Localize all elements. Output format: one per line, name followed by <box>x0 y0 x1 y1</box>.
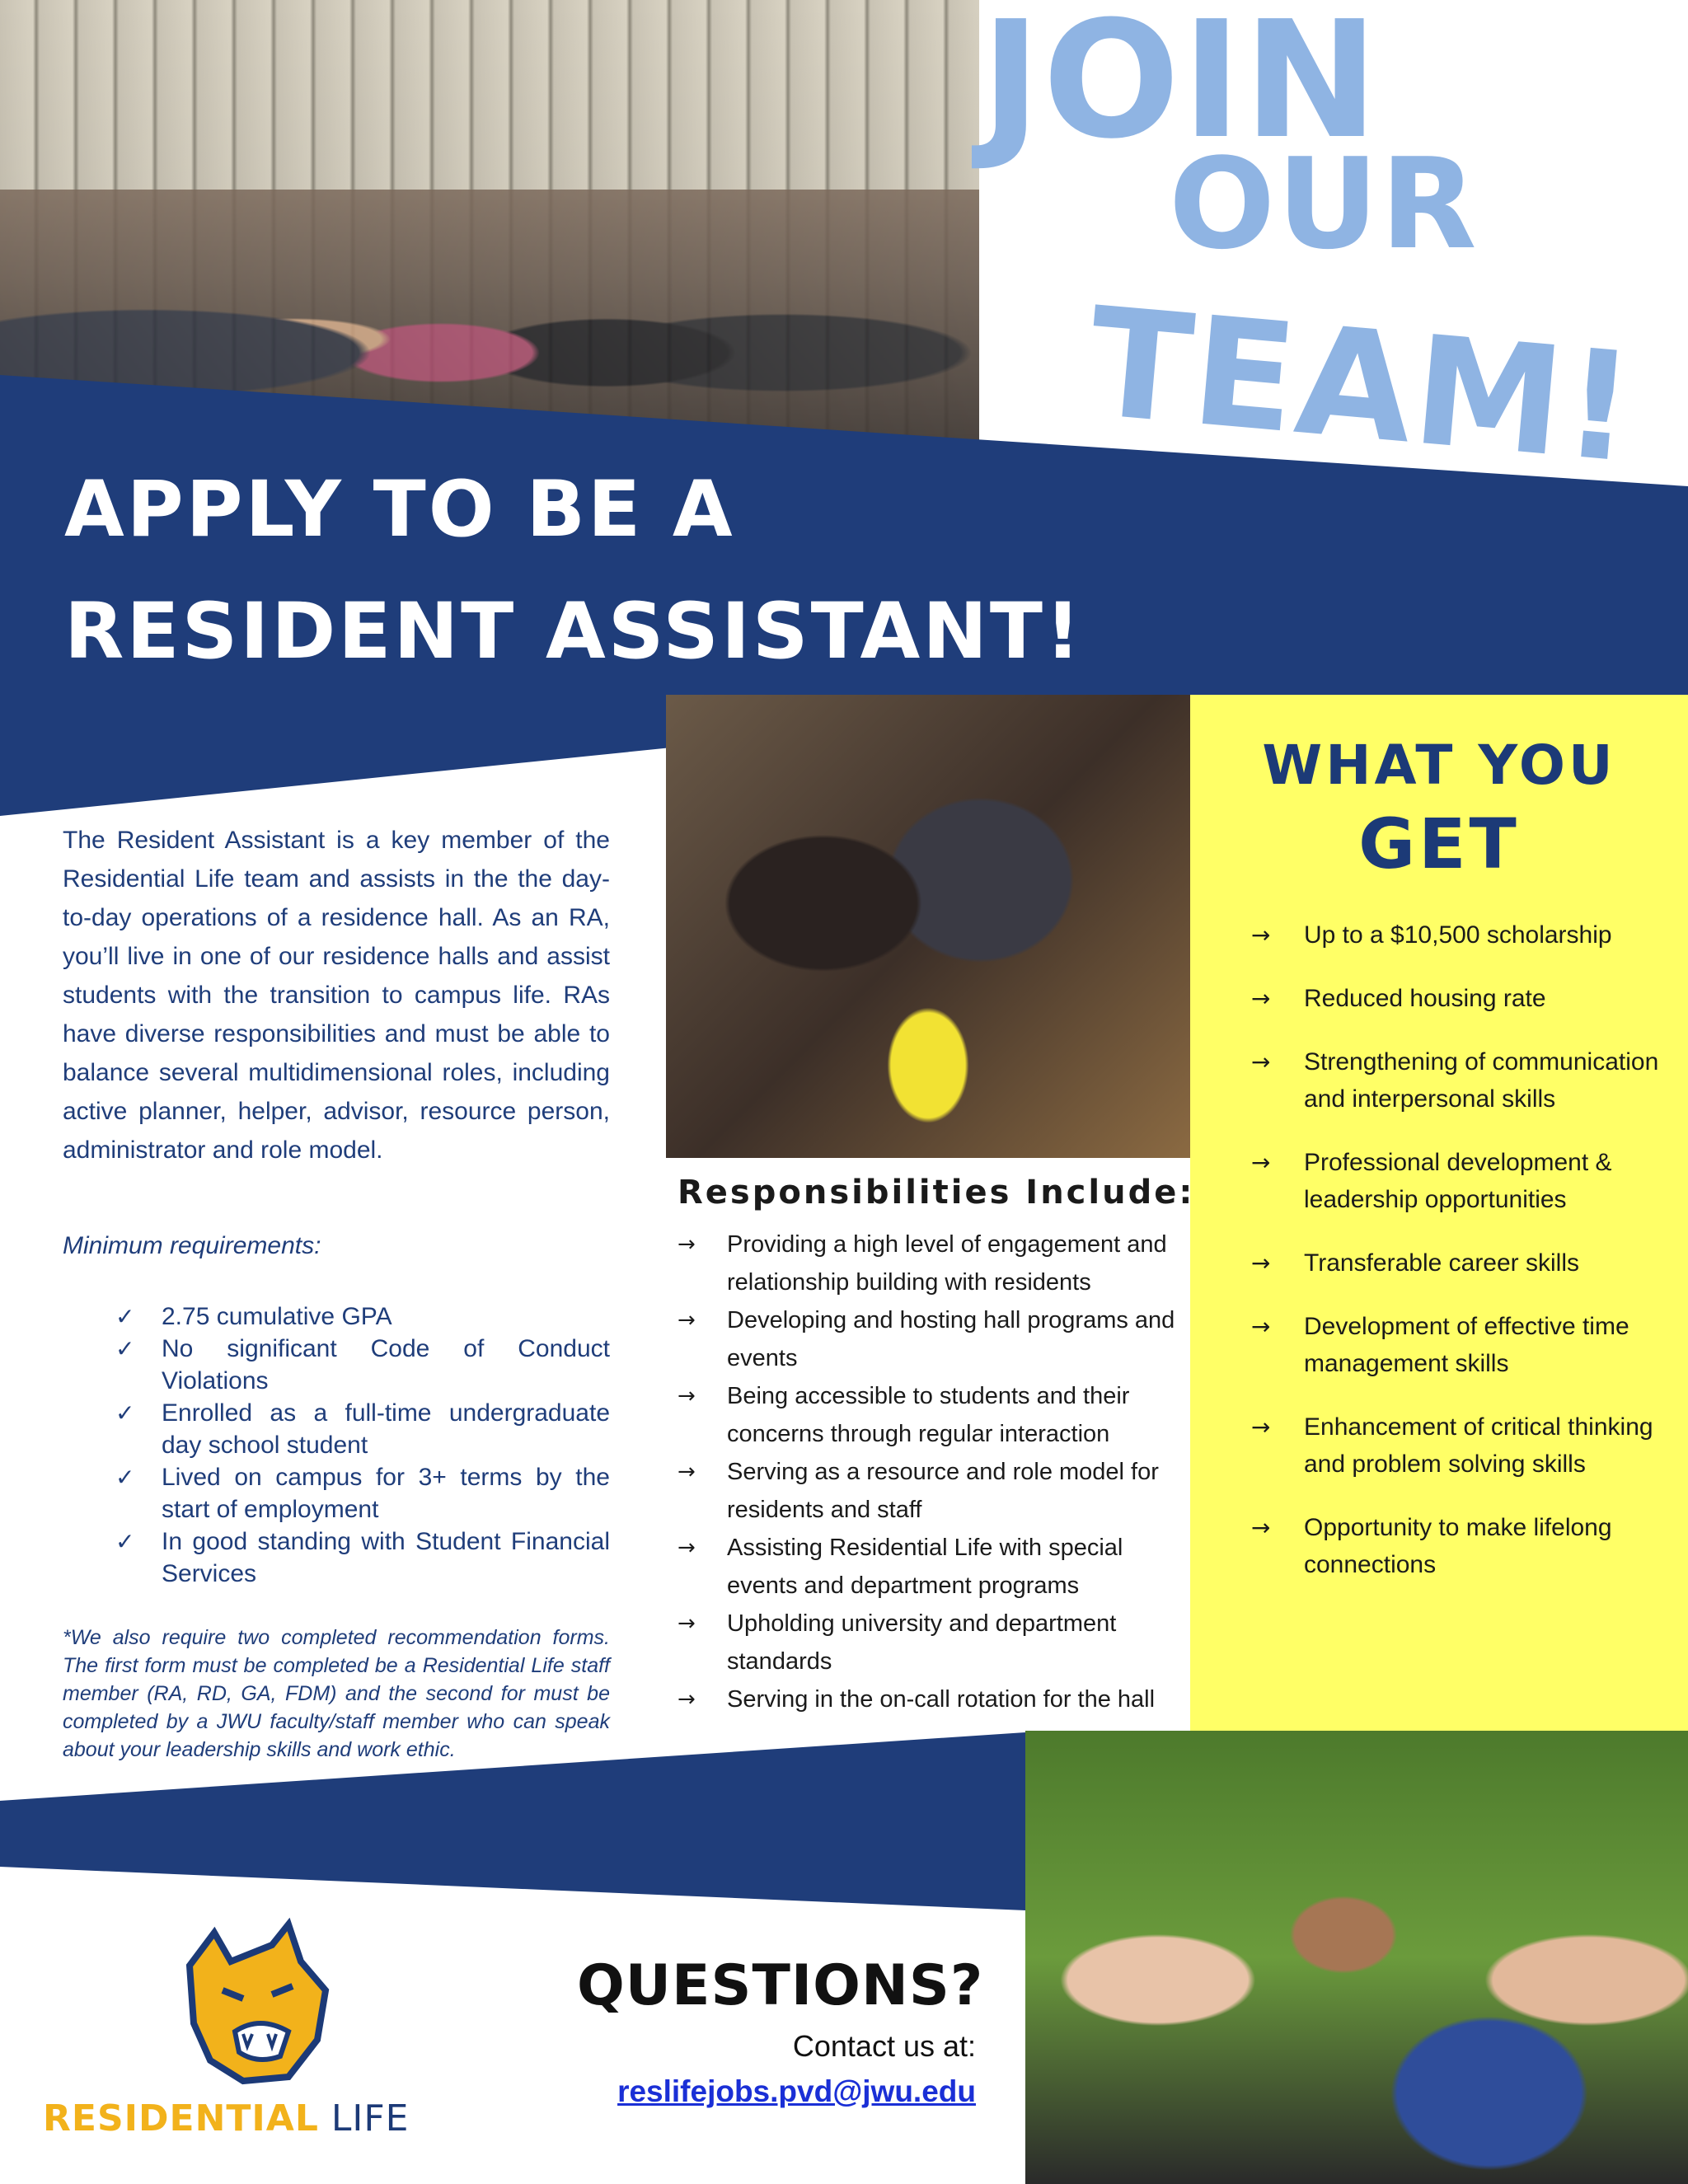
group-photo-bottom <box>1025 1731 1688 2184</box>
arrow-right-icon: → <box>1251 921 1271 949</box>
benefits-title-line-1: WHAT YOU <box>1262 733 1616 797</box>
checkmark-icon: ✓ <box>115 1303 135 1330</box>
join-heading-line-3: TEAM! <box>1081 274 1643 497</box>
checkmark-icon: ✓ <box>115 1528 135 1555</box>
arrow-right-icon: → <box>1251 1249 1271 1277</box>
group-photo-middle <box>666 695 1190 1158</box>
arrow-right-icon: → <box>1251 1149 1271 1176</box>
list-item: → Development of effective time management skills <box>1251 1308 1673 1382</box>
list-item: → Professional development & leadership opportunities <box>1251 1144 1673 1218</box>
checkmark-icon: ✓ <box>115 1399 135 1427</box>
contact-label: Contact us at: <box>792 2029 976 2063</box>
benefits-title-line-2: GET <box>1358 804 1520 884</box>
recommendation-note: *We also require two completed recommendation forms. The first form must be completed be a Residential Life staff member (RA, RD, GA, FDM) and the second for must be completed by a JWU faculty/staff member who can speak about your leadership skills and work ethic. <box>63 1626 610 1761</box>
apply-heading-line-1: APPLY TO BE A <box>64 465 735 555</box>
checkmark-icon: ✓ <box>115 1335 135 1362</box>
list-item: → Up to a $10,500 scholarship <box>1251 916 1673 954</box>
arrow-right-icon: → <box>678 1535 696 1560</box>
responsibilities-list <box>678 1226 1182 1718</box>
list-item: → Reduced housing rate <box>1251 980 1673 1017</box>
list-item: → Upholding university and department standards <box>678 1605 1182 1680</box>
arrow-right-icon: → <box>678 1308 696 1333</box>
arrow-right-icon: → <box>1251 985 1271 1012</box>
email-link[interactable]: reslifejobs.pvd@jwu.edu <box>617 2074 976 2108</box>
wildcat-logo-icon <box>165 1916 338 2089</box>
arrow-right-icon: → <box>678 1687 696 1712</box>
list-item: → Transferable career skills <box>1251 1244 1673 1282</box>
arrow-right-icon: → <box>1251 1048 1271 1076</box>
list-item: → Enhancement of critical thinking and problem solving skills <box>1251 1408 1673 1483</box>
arrow-right-icon: → <box>1251 1514 1271 1541</box>
list-item: ✓ Enrolled as a full-time undergraduate day school student <box>115 1397 610 1461</box>
list-item: ✓ No significant Code of Conduct Violations <box>115 1333 610 1397</box>
questions-heading: QUESTIONS? <box>577 1953 984 2018</box>
list-item: → Serving as a resource and role model for residents and staff <box>678 1453 1182 1529</box>
list-item: → Strengthening of communication and interpersonal skills <box>1251 1043 1673 1118</box>
list-item: → Serving in the on-call rotation for the hall <box>678 1680 1182 1718</box>
arrow-right-icon: → <box>678 1460 696 1484</box>
checkmark-icon: ✓ <box>115 1464 135 1491</box>
arrow-right-icon: → <box>678 1611 696 1636</box>
list-item: → Opportunity to make lifelong connections <box>1251 1509 1673 1583</box>
list-item: ✓ 2.75 cumulative GPA <box>115 1301 610 1333</box>
list-item: → Assisting Residential Life with special events and department programs <box>678 1529 1182 1605</box>
list-item: ✓ Lived on campus for 3+ terms by the start of employment <box>115 1461 610 1526</box>
arrow-right-icon: → <box>678 1384 696 1408</box>
logo-wordmark: RESIDENTIAL LIFE <box>43 2097 410 2139</box>
intro-paragraph: The Resident Assistant is a key member of the Residential Life team and assists in the the day-to-day operations of a residence hall. As an RA, you’ll live in one of our residence halls and assist students with the transition to campus life. RAs have diverse responsibilities and must be able to balance several multidimensional roles, including active planner, helper, advisor, resource person, administrator and role model. <box>63 827 610 1164</box>
responsibilities-title: Responsibilities Include: <box>678 1174 1195 1212</box>
list-item: → Developing and hosting hall programs and events <box>678 1301 1182 1377</box>
join-heading-line-1: JOIN <box>981 0 1381 175</box>
arrow-right-icon: → <box>1251 1313 1271 1340</box>
join-heading-line-2: OUR <box>1169 131 1479 277</box>
arrow-right-icon: → <box>1251 1413 1271 1441</box>
arrow-right-icon: → <box>678 1232 696 1257</box>
requirements-list <box>115 1301 610 1590</box>
benefits-list <box>1251 916 1673 1610</box>
list-item: → Being accessible to students and their concerns through regular interaction <box>678 1377 1182 1453</box>
list-item: ✓ In good standing with Student Financial Services <box>115 1526 610 1590</box>
requirements-title: Minimum requirements: <box>63 1232 321 1259</box>
apply-heading-line-2: RESIDENT ASSISTANT! <box>64 587 1083 677</box>
list-item: → Providing a high level of engagement and relationship building with residents <box>678 1226 1182 1301</box>
